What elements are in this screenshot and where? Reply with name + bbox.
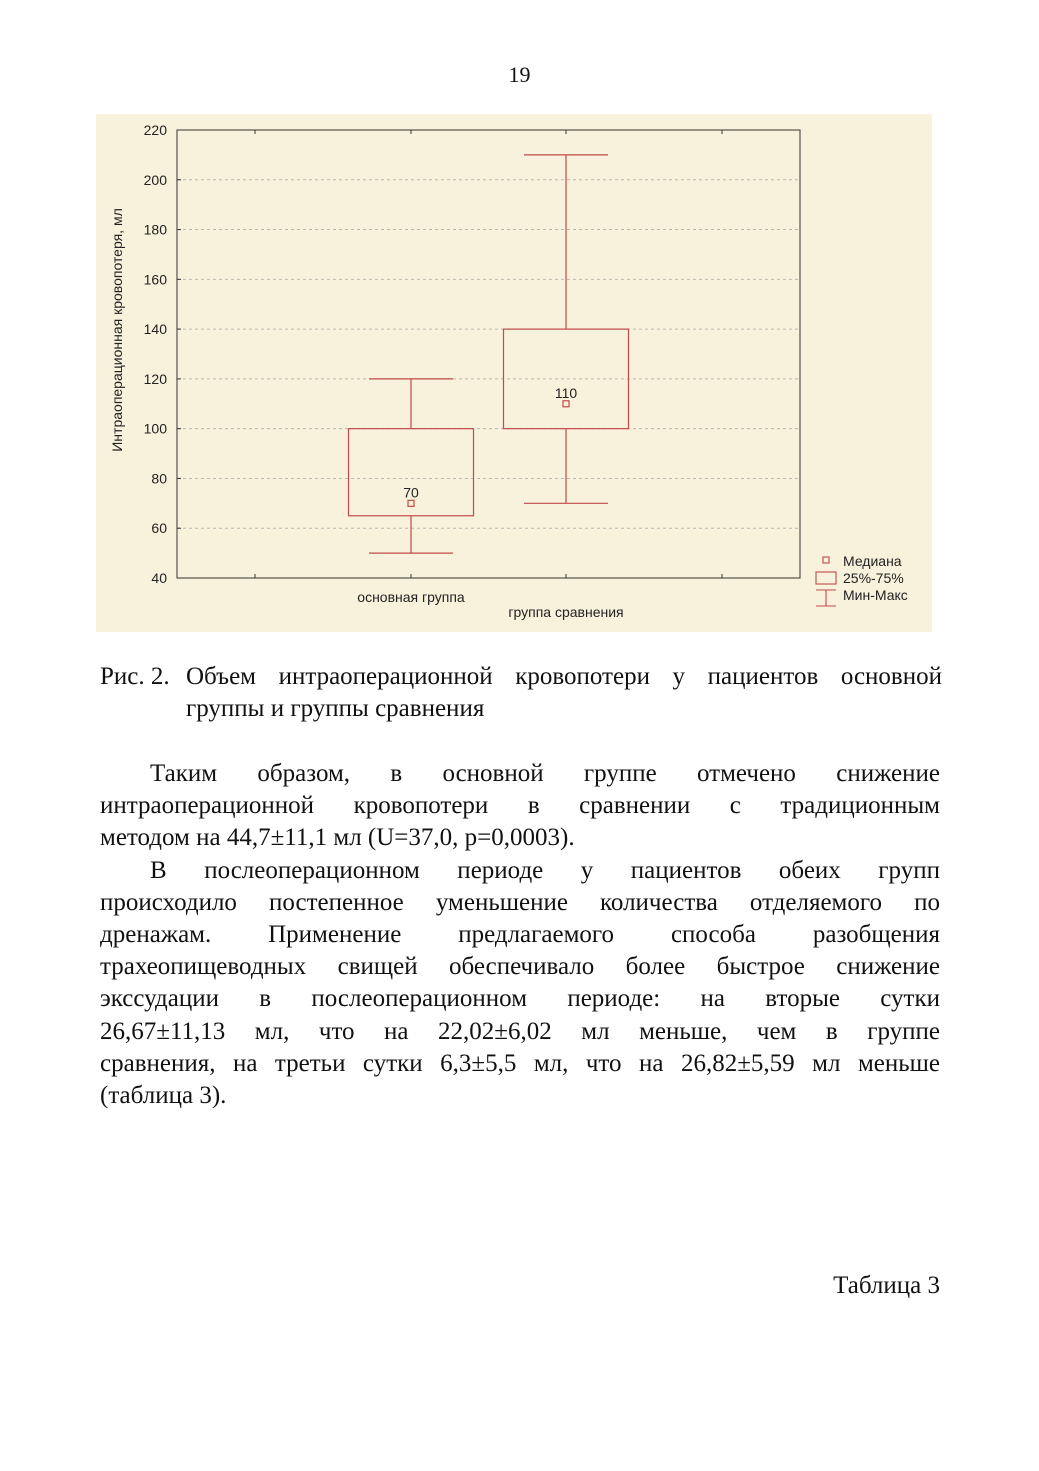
legend-median-symbol <box>823 557 829 563</box>
y-tick-label: 40 <box>151 570 167 586</box>
y-tick-label: 60 <box>151 520 167 537</box>
y-axis-label: Интраоперационная кровопотеря, мл <box>109 208 125 452</box>
paragraph-line: интраоперационной кровопотери в сравнении с традиционным <box>100 792 940 820</box>
box-group <box>504 155 629 503</box>
paragraph-line: (таблица 3). <box>100 1082 227 1110</box>
paragraph-line: 26,67±11,13 мл, что на 22,02±6,02 мл меньше, чем в группе <box>100 1017 940 1045</box>
median-label: 110 <box>554 384 578 401</box>
median-marker <box>408 500 414 506</box>
table-label: Таблица 3 <box>833 1272 940 1299</box>
body-paragraphs <box>100 758 940 1112</box>
iqr-box <box>349 429 474 516</box>
paragraph-line: происходило постепенное уменьшение количества отделяемого по <box>100 888 940 916</box>
paragraph-line: В послеоперационном периоде у пациентов обеих групп <box>150 856 940 884</box>
caption-line: Объем интраоперационной кровопотери у пациентов основной <box>186 663 942 690</box>
paragraph-line: трахеопищеводных свищей обеспечивало более быстрое снижение <box>100 953 940 981</box>
legend-label: Мин-Макс <box>843 587 908 603</box>
paragraph-line: сравнения, на третьи сутки 6,3±5,5 мл, что на 26,82±5,59 мл меньше <box>100 1049 940 1077</box>
paragraph-line: дренажам. Применение предлагаемого способа разобщения <box>100 921 940 949</box>
legend-iqr-symbol <box>816 572 836 584</box>
median-label: 70 <box>403 484 419 501</box>
y-tick-label: 100 <box>143 420 167 437</box>
boxplot-figure <box>96 114 932 632</box>
paragraph-line: методом на 44,7±11,1 мл (U=37,0, p=0,0003). <box>100 824 575 852</box>
plot-frame <box>177 130 800 578</box>
x-category-label: группа сравнения <box>508 604 624 620</box>
y-tick-label: 140 <box>143 321 167 338</box>
y-tick-label: 200 <box>143 171 167 188</box>
y-tick-label: 80 <box>151 470 167 487</box>
y-tick-label: 120 <box>143 370 167 387</box>
legend-label: 25%-75% <box>843 570 904 586</box>
y-tick-label: 180 <box>143 221 167 238</box>
y-tick-label: 160 <box>143 271 167 288</box>
paragraph-line: экссудации в послеоперационном периоде: на вторые сутки <box>100 985 940 1013</box>
y-tick-label: 220 <box>143 122 167 138</box>
boxplot-chart <box>96 114 932 632</box>
legend-label: Медиана <box>843 553 902 569</box>
box-group <box>349 379 474 553</box>
caption-line: группы и группы сравнения <box>186 695 485 722</box>
page-number: 19 <box>508 62 531 87</box>
caption-text <box>186 661 942 725</box>
caption-label: Рис. 2. <box>100 663 170 690</box>
median-marker <box>563 401 569 407</box>
x-category-label: основная группа <box>357 589 465 605</box>
paragraph-line: Таким образом, в основной группе отмечено снижение <box>150 760 940 787</box>
